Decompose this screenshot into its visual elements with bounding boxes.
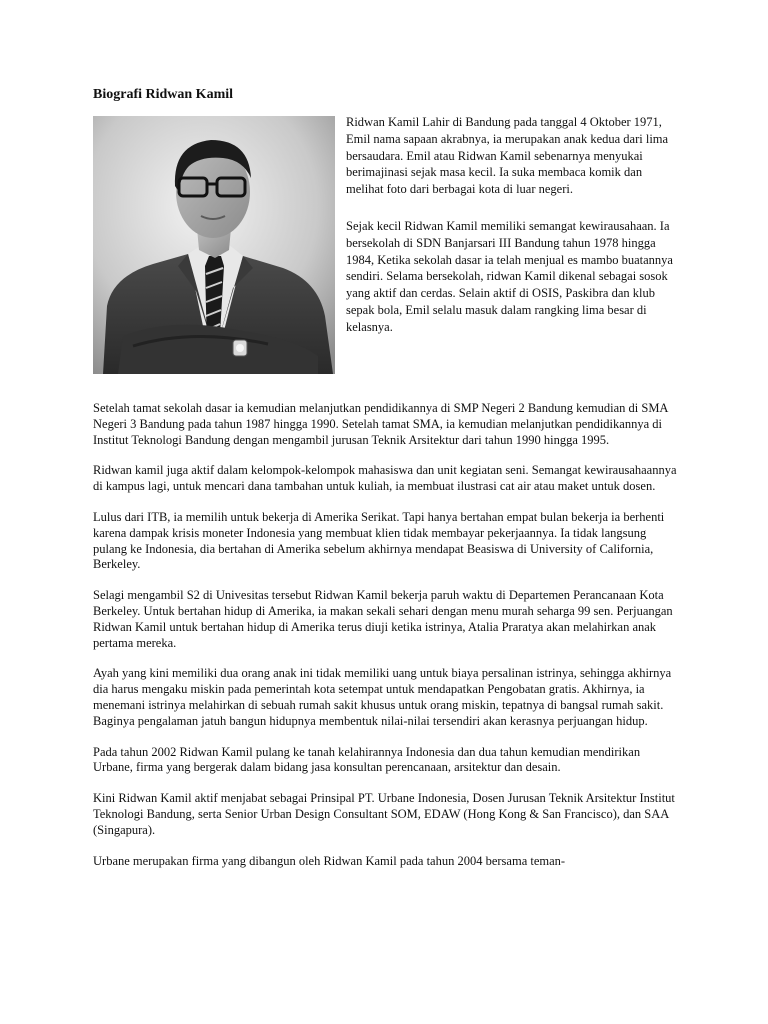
document-title: Biografi Ridwan Kamil <box>93 87 234 102</box>
body-paragraph: Ridwan kamil juga aktif dalam kelompok-kelompok mahasiswa dan unit kegiatan seni. Semangat kewirausahaannya di kampus lagi, untuk mencari dana tambahan untuk kuliah, ia membuat ilustrasi cat air atau maket untuk dosen. <box>93 463 677 494</box>
intro-text <box>346 114 678 356</box>
body-paragraph: Setelah tamat sekolah dasar ia kemudian melanjutkan pendidikannya di SMP Negeri 2 Bandung kemudian di SMA Negeri 3 Bandung pada tahun 1987 hingga 1990. Setelah tamat SMA, ia kemudian melanjutkan pendidikannya di Institut Teknologi Bandung dengan mengambil jurusan Teknik Arsitektur dari tahun 1990 hingga 1995. <box>93 401 668 447</box>
body-paragraph: Lulus dari ITB, ia memilih untuk bekerja di Amerika Serikat. Tapi hanya bertahan empat bulan bekerja ia berhenti karena dampak krisis moneter Indonesia yang membuat klien tidak membayar pekerjaannya. Ia tidak langsung pulang ke Indonesia, dia bertahan di Amerika sebelum akhirnya mendapat Beasiswa di University of California, Berkeley. <box>93 509 665 572</box>
body-text <box>93 401 683 884</box>
body-paragraph: Urbane merupakan firma yang dibangun oleh Ridwan Kamil pada tahun 2004 bersama teman- <box>93 853 566 868</box>
intro-paragraph: Ridwan Kamil Lahir di Bandung pada tanggal 4 Oktober 1971, Emil nama sapaan akrabnya, ia merupakan anak kedua dari lima bersaudara. Emil atau Ridwan Kamil sebenarnya menyukai berimajinasi sejak masa kecil. Ia suka membaca komik dan melihat foto dari berbagai kota di luar negeri. <box>346 115 669 197</box>
portrait-image <box>93 116 335 374</box>
intro-paragraph: Sejak kecil Ridwan Kamil memiliki semangat kewirausahaan. Ia bersekolah di SDN Banjarsari III Bandung tahun 1978 hingga 1984, Ketika sekolah dasar ia telah menjual es mambo buatannya sendiri. Selama bersekolah, ridwan Kamil dikenal sebagai sosok yang aktif dan cerdas. Selain aktif di OSIS, Paskibra dan klub sepak bola, Emil selalu masuk dalam rangking lima besar di kelasnya. <box>346 218 673 334</box>
body-paragraph: Selagi mengambil S2 di Univesitas tersebut Ridwan Kamil bekerja paruh waktu di Departemen Perancanaan Kota Berkeley. Untuk bertahan hidup di Amerika, ia makan sekali sehari dengan menu murah seharga 99 sen. Perjuangan Ridwan Kamil untuk bertahan hidup di Amerika terus diuji ketika istrinya, Atalia Praratya akan melahirkan anak pertama mereka. <box>93 588 673 650</box>
body-paragraph: Ayah yang kini memiliki dua orang anak ini tidak memiliki uang untuk biaya persalinan istrinya, sehingga akhirnya dia harus mengaku miskin pada pemerintah kota setempat untuk mendapatkan Pengobatan gratis. Akhirnya, ia menemani istrinya melahirkan di sebuah rumah sakit khusus untuk orang miskin, tepatnya di bangsal rumah sakit. Baginya pengalaman jatuh bangun hidupnya membentuk nilai-nilai tersendiri akan kerasnya perjuangan hidup. <box>93 666 672 728</box>
body-paragraph: Kini Ridwan Kamil aktif menjabat sebagai Prinsipal PT. Urbane Indonesia, Dosen Jurusan Teknik Arsitektur Institut Teknologi Bandung, serta Senior Urban Design Consultant SOM, EDAW (Hong Kong & San Francisco), dan SAA (Singapura). <box>93 791 675 837</box>
portrait-photo <box>93 116 335 374</box>
body-paragraph: Pada tahun 2002 Ridwan Kamil pulang ke tanah kelahirannya Indonesia dan dua tahun kemudian mendirikan Urbane, firma yang bergerak dalam bidang jasa konsultan perencanaan, arsitektur dan desain. <box>93 744 641 775</box>
